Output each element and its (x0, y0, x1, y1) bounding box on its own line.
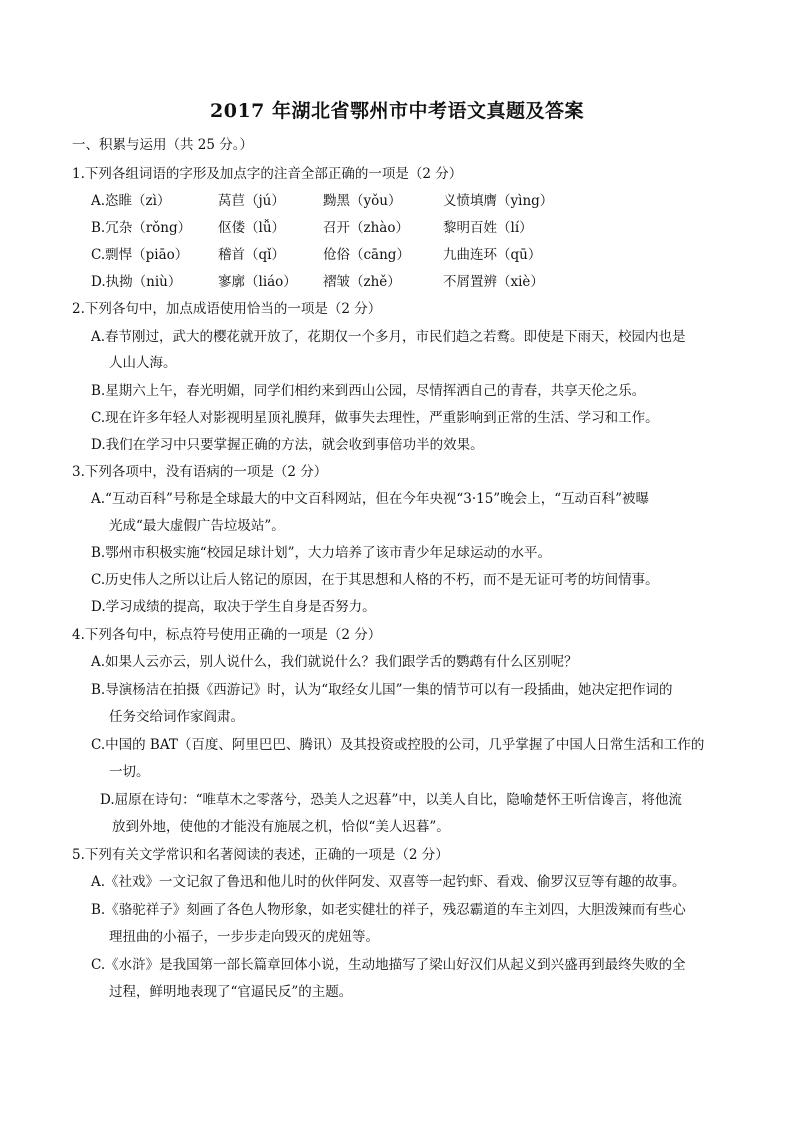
q4-option-c-line-2: 一切。 (109, 764, 150, 780)
question-5-stem: 5.下列有关文学常识和名著阅读的表述，正确的一项是（2 分） (72, 847, 449, 863)
q4-option-c-line-1: C.中国的 BAT（百度、阿里巴巴、腾讯）及其投资或控股的公司，几乎掌握了中国人日常生活和工作的 (91, 737, 705, 753)
q1-option-d-word-1: D.执拗（niù） (91, 274, 182, 290)
q4-option-a: A.如果人云亦云，别人说什么，我们就说什么？我们跟学舌的鹦鹉有什么区别呢？ (91, 654, 578, 670)
q2-option-b: B.星期六上午，春光明媚，同学们相约来到西山公园，尽情挥洒自己的青春，共享天伦之乐。 (91, 383, 646, 399)
q1-option-c-word-1: C.剽悍（piāo） (91, 247, 189, 263)
q2-option-a-line-2: 人山人海。 (109, 355, 177, 371)
q3-option-b: B.鄂州市积极实施“校园足球计划”，大力培养了该市青少年足球运动的水平。 (91, 545, 552, 561)
q5-option-c-line-1: C.《水浒》是我国第一部长篇章回体小说，生动地描写了梁山好汉们从起义到兴盛再到最终失败的全 (91, 957, 686, 973)
section-heading: 一、积累与运用（共 25 分。） (72, 137, 254, 153)
q1-option-a-word-1: A.恣睢（zì） (91, 193, 171, 209)
q3-option-a-line-1: A.“互动百科”号称是全球最大的中文百科网站，但在今年央视“3·15”晚会上，“互动百科”被曝 (91, 491, 650, 507)
q2-option-a-line-1: A.春节刚过，武大的樱花就开放了，花期仅一个多月，市民们趋之若鹜。即使是下雨天，校园内也是 (91, 329, 686, 345)
question-2-stem: 2.下列各句中，加点成语使用恰当的一项是（2 分） (72, 301, 382, 317)
q3-option-d: D.学习成绩的提高，取决于学生自身是否努力。 (91, 599, 376, 615)
q5-option-b-line-2: 理扭曲的小福子，一步步走向毁灭的虎妞等。 (109, 929, 379, 945)
q1-option-d-word-4: 不屑置辨（xiè） (443, 274, 544, 290)
q3-option-c: C.历史伟人之所以让后人铭记的原因，在于其思想和人格的不朽，而不是无证可考的坊间情事。 (91, 572, 659, 588)
q1-option-b-word-1: B.冗杂（rǒng） (91, 220, 192, 236)
question-3-stem: 3.下列各项中，没有语病的一项是（2 分） (72, 464, 328, 480)
q3-option-a-line-2: 光成“最大虚假广告垃圾站”。 (109, 518, 285, 534)
q5-option-b-line-1: B.《骆驼祥子》刻画了各色人物形象，如老实健壮的祥子，残忍霸道的车主刘四，大胆泼辣而有些心 (91, 902, 686, 918)
q4-option-b-line-2: 任务交给词作家阎肃。 (109, 709, 244, 725)
q4-option-b-line-1: B.导演杨洁在拍摄《西游记》时，认为“取经女儿国”一集的情节可以有一段插曲，她决定把作词的 (91, 682, 673, 698)
q1-option-c-word-4: 九曲连环（qū） (443, 247, 542, 263)
q1-option-b-word-2: 伛偻（lǚ） (218, 220, 286, 236)
q1-option-c-word-3: 伧俗（cāng） (323, 247, 410, 263)
q1-option-d-word-2: 寥廓（liáo） (218, 274, 297, 290)
q4-option-d-line-1: D.屈原在诗句：“唯草木之零落兮，恐美人之迟暮”中，以美人自比，隐喻楚怀王听信谗言，将他流 (100, 792, 682, 808)
q1-option-b-word-4: 黎明百姓（lí） (443, 220, 533, 236)
q5-option-c-line-2: 过程，鲜明地表现了“官逼民反”的主题。 (109, 984, 353, 1000)
page-title: 2017 年湖北省鄂州市中考语文真题及答案 (210, 100, 584, 122)
q1-option-a-word-2: 莴苣（jú） (218, 193, 285, 209)
q5-option-a: A.《社戏》一文记叙了鲁迅和他儿时的伙伴阿发、双喜等一起钓虾、看戏、偷罗汉豆等有趣的故事。 (91, 874, 686, 890)
q1-option-a-word-4: 义愤填膺（yìng） (443, 193, 554, 209)
q2-option-c: C.现在许多年轻人对影视明星顶礼膜拜，做事失去理性，严重影响到正常的生活、学习和工作。 (91, 410, 659, 426)
q4-option-d-line-2: 放到外地，使他的才能没有施展之机，恰似“美人迟暮”。 (112, 819, 450, 835)
q1-option-a-word-3: 黝黑（yǒu） (323, 193, 402, 209)
q1-option-d-word-3: 褶皱（zhě） (323, 274, 401, 290)
q1-option-b-word-3: 召开（zhào） (323, 220, 409, 236)
q2-option-d: D.我们在学习中只要掌握正确的方法，就会收到事倍功半的效果。 (91, 437, 484, 453)
q1-option-c-word-2: 稽首（qǐ） (218, 247, 285, 263)
question-4-stem: 4.下列各句中，标点符号使用正确的一项是（2 分） (72, 627, 382, 643)
question-1-stem: 1.下列各组词语的字形及加点字的注音全部正确的一项是（2 分） (72, 166, 463, 182)
